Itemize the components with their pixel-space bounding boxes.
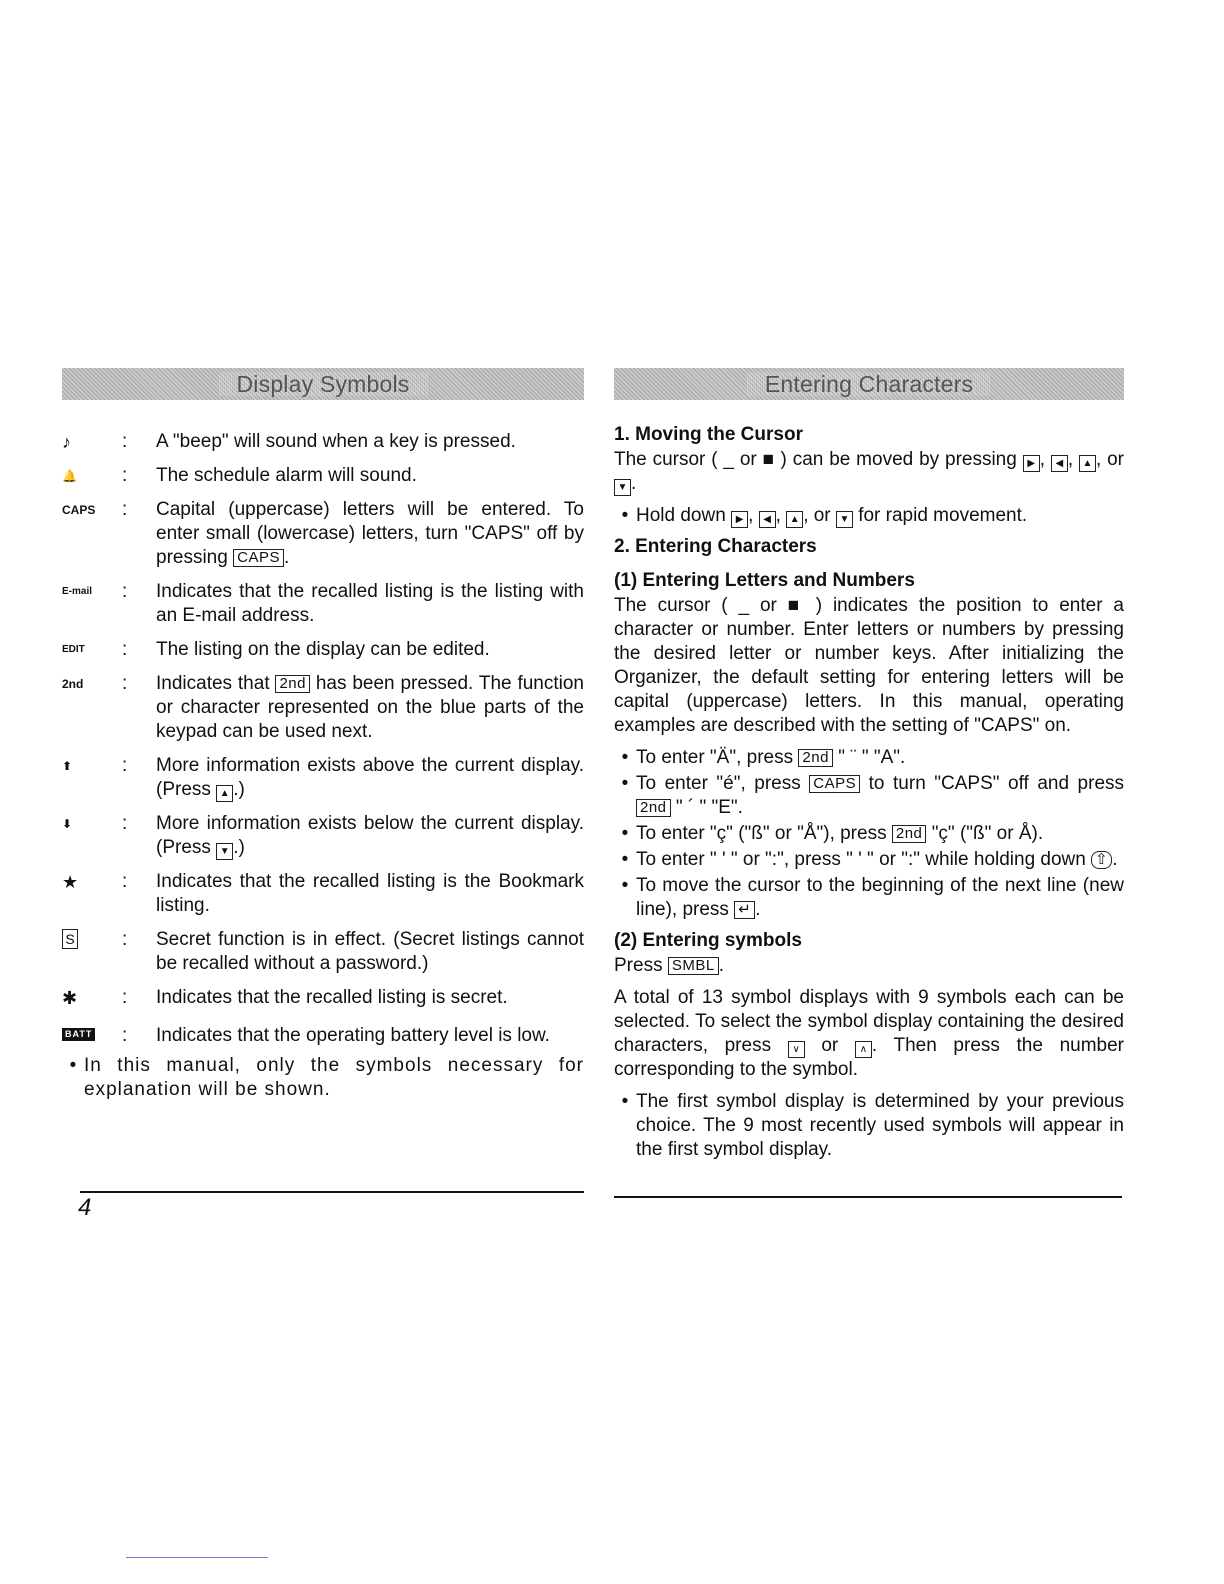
up-key: ▲ [786, 511, 803, 528]
bullet-item: • To enter "ç" ("ß" or "Å"), press 2nd "ç" ("ß" or Å). [621, 823, 1044, 844]
edit-indicator: EDIT [62, 644, 85, 655]
secret-s-icon: S [62, 929, 78, 949]
second-indicator: 2nd [62, 677, 84, 691]
symbol-desc: A "beep" will sound when a key is pressed. [156, 431, 516, 452]
caps-key: CAPS [233, 549, 284, 567]
down-key: ▼ [836, 511, 853, 528]
symbol-desc: Indicates that the recalled listing is the Bookmark listing. [156, 871, 584, 916]
symbol-row-beep: ♪ : A "beep" will sound when a key is pressed. [62, 430, 584, 454]
note-bullet: • In this manual, only the symbols necessary for explanation will be shown. [69, 1055, 584, 1100]
section-title: 2. Entering Characters [614, 536, 817, 557]
symbol-row-edit: EDIT : The listing on the display can be edited. [62, 638, 584, 662]
asterisk-icon: ✱ [62, 988, 78, 1008]
page-number: 4 [78, 1194, 92, 1221]
alarm-bell-icon: 🔔 [62, 469, 77, 483]
symbol-desc: Indicates that 2nd has been pressed. The function or character represented on the blue parts of the keypad can be used next. [156, 673, 584, 742]
subsection-title: (1) Entering Letters and Numbers [614, 570, 915, 591]
banner-title: Entering Characters [747, 372, 991, 396]
battery-icon: BATT [62, 1028, 95, 1041]
email-indicator: E-mail [62, 586, 93, 597]
symbol-row-email: E-mail : Indicates that the recalled listing is the listing with an E-mail address. [62, 581, 584, 626]
star-icon: ★ [62, 872, 79, 892]
symbol-desc: More information exists below the current display. (Press ▼ .) [156, 813, 584, 858]
symbol-desc: The listing on the display can be edited. [156, 639, 490, 660]
symbol-desc: Indicates that the operating battery level is low. [156, 1025, 550, 1046]
down-key: ▼ [614, 479, 631, 496]
subsection-title: (2) Entering symbols [614, 930, 802, 951]
shift-key: ⇧ [1091, 851, 1112, 869]
arrow-up-icon: ⬆ [62, 759, 73, 773]
up-key: ∧ [855, 1041, 872, 1058]
entering-characters-banner [614, 368, 1124, 400]
right-bottom-rule [614, 1196, 1122, 1198]
caps-indicator: CAPS [62, 503, 96, 517]
symbol-key: SMBL [668, 957, 719, 975]
bullet-item: • To enter "é", press CAPS to turn "CAPS" off and press 2nd " ´ " "E". [621, 773, 1125, 818]
second-key: 2nd [798, 749, 833, 767]
caps-key: CAPS [809, 775, 860, 793]
section-text: The cursor ( _ or ■ ) can be moved by pressing ▶ , ◀ , ▲ , or ▼ . [614, 449, 1124, 494]
beep-icon: ♪ [62, 432, 71, 452]
up-key: ▲ [216, 785, 233, 802]
section-paragraph: The cursor ( _ or ■ ) indicates the position to enter a character or number. Enter letters or numbers by pressing the desired letter or number keys. After initializing the Organizer, the default setting for entering letters will be capital (uppercase) letters. In this manual, operating examples are described with the setting of "CAPS" on. [614, 595, 1124, 736]
symbol-row-bookmark: ★ : Indicates that the recalled listing is the Bookmark listing. [62, 871, 584, 916]
symbol-row-caps: CAPS : Capital (uppercase) letters will be entered. To enter small (lowercase) letters, turn "CAPS" off by pressing CAPS . [62, 499, 584, 568]
symbol-desc: The schedule alarm will sound. [156, 465, 417, 486]
second-key: 2nd [275, 675, 310, 693]
symbol-desc: Indicates that the recalled listing is the listing with an E-mail address. [156, 581, 584, 626]
display-symbols-column [62, 368, 584, 1108]
symbol-desc: Capital (uppercase) letters will be entered. To enter small (lowercase) letters, turn "CAPS" off by pressing CAPS . [156, 499, 584, 568]
arrow-down-icon: ⬇ [62, 817, 73, 831]
press-line: Press SMBL . [614, 955, 724, 976]
symbol-desc: More information exists above the current display. (Press ▲ .) [156, 755, 584, 800]
enter-key: ↵ [734, 901, 755, 919]
up-key: ▲ [1079, 455, 1096, 472]
display-symbols-banner [62, 368, 584, 400]
right-key: ▶ [731, 511, 748, 528]
right-key: ▶ [1023, 455, 1040, 472]
bullet-item: • To enter "Ä", press 2nd " ¨ " "A". [621, 747, 906, 768]
bullet-item: • To enter " ' " or ":", press " ' " or ":" while holding down ⇧ . [621, 849, 1118, 870]
symbol-row-battery: BATT : Indicates that the operating battery level is low. [62, 1024, 584, 1048]
left-key: ◀ [759, 511, 776, 528]
second-key: 2nd [892, 825, 927, 843]
section-paragraph: A total of 13 symbol displays with 9 symbols each can be selected. To select the symbol display containing the desired characters, press ∨ or ∧ . Then press the number corresponding to the symbol. [614, 987, 1124, 1080]
footer-line [126, 1557, 268, 1558]
bullet-item: • Hold down ▶ , ◀ , ▲ , or ▼ for rapid movement. [621, 505, 1028, 526]
second-key: 2nd [636, 799, 671, 817]
banner-title: Display Symbols [219, 372, 428, 396]
symbol-row-up: ⬆ : More information exists above the current display. (Press ▲ .) [62, 755, 584, 800]
symbol-row-down: ⬇ : More information exists below the current display. (Press ▼ .) [62, 813, 584, 858]
down-key: ▼ [216, 843, 233, 860]
symbol-row-secret: ✱ : Indicates that the recalled listing is secret. [62, 986, 584, 1010]
bullet-item: • To move the cursor to the beginning of the next line (new line), press ↵ . [621, 875, 1124, 920]
left-bottom-rule [80, 1191, 584, 1193]
symbol-desc: Indicates that the recalled listing is secret. [156, 987, 508, 1008]
entering-characters-column [614, 368, 1124, 1168]
symbol-row-secret-function: S : Secret function is in effect. (Secret listings cannot be recalled without a password.) [62, 928, 584, 976]
bullet-item: • The first symbol display is determined by your previous choice. The 9 most recently used symbols will appear in the first symbol display. [621, 1091, 1124, 1160]
section-title: 1. Moving the Cursor [614, 424, 803, 445]
symbol-row-alarm: 🔔 : The schedule alarm will sound. [62, 464, 584, 488]
symbol-desc: Secret function is in effect. (Secret listings cannot be recalled without a password.) [156, 929, 584, 974]
left-key: ◀ [1051, 455, 1068, 472]
down-key: ∨ [788, 1041, 805, 1058]
symbol-row-2nd: 2nd : Indicates that 2nd has been pressed. The function or character represented on the blue parts of the keypad can be used next. [62, 673, 584, 742]
